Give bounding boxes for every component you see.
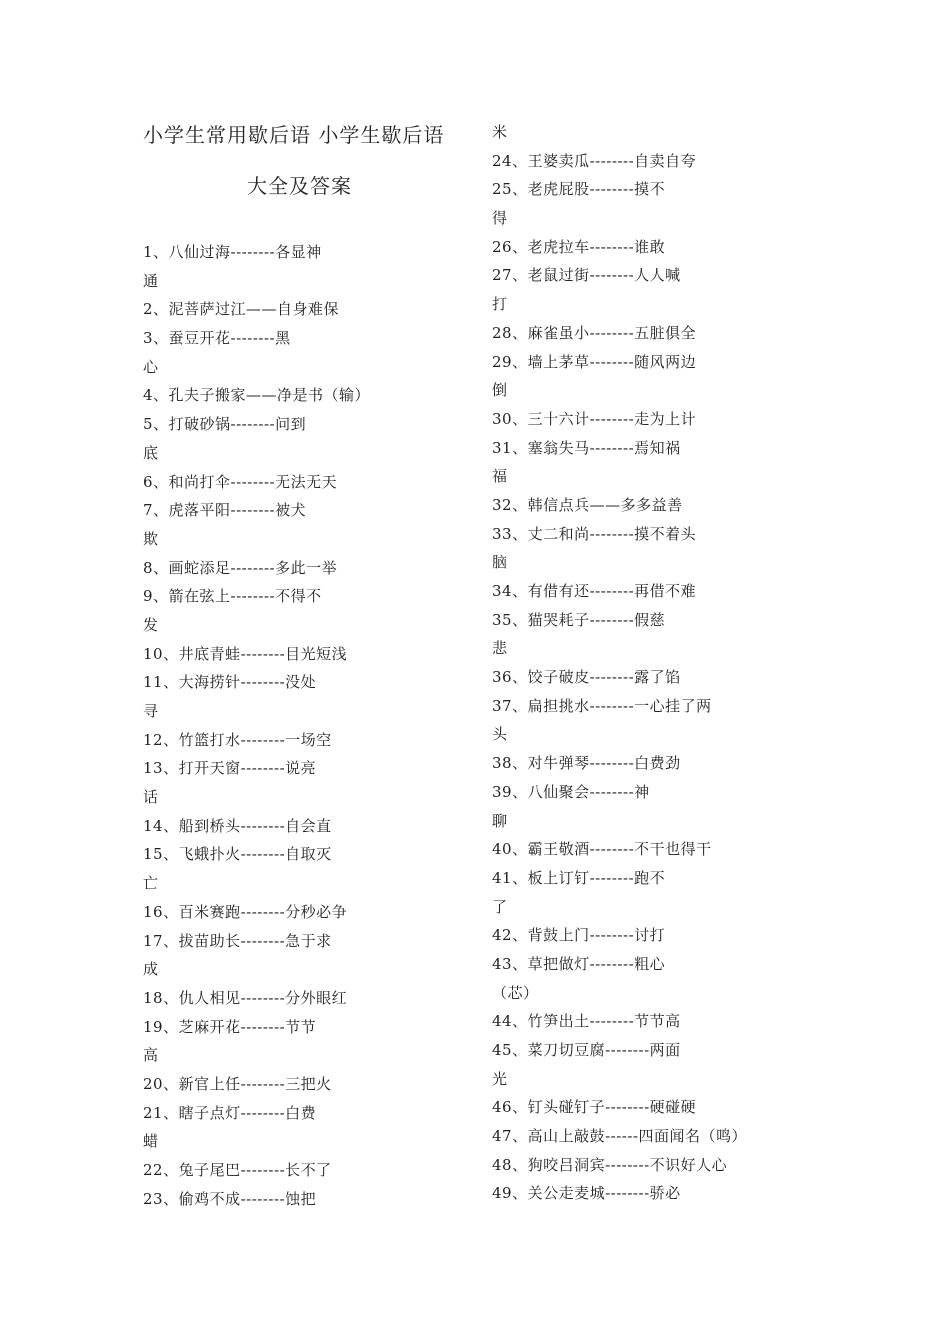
list-line: 5、打破砂锅--------问到 [143, 415, 307, 434]
list-line: 29、墙上茅草--------随风两边 [492, 352, 697, 371]
list-line: 心 [143, 357, 159, 376]
list-line: 22、兔子尾巴--------长不了 [143, 1161, 332, 1179]
list-line: 了 [492, 897, 508, 916]
left-list [143, 238, 473, 1213]
list-line: 聊 [492, 811, 508, 830]
list-line: 31、塞翁失马--------焉知祸 [492, 438, 681, 457]
list-line: 46、钉头碰钉子--------硬碰硬 [492, 1098, 697, 1117]
list-line: 倒 [492, 381, 508, 400]
list-line: 19、芝麻开花--------节节 [143, 1017, 317, 1036]
list-line: 17、拔苗助长--------急于求 [143, 931, 332, 950]
list-line: 通 [143, 271, 159, 290]
list-line: 11、大海捞针--------没处 [143, 673, 317, 692]
list-line: 13、打开天窗--------说亮 [143, 759, 317, 778]
list-line: 48、狗咬吕洞宾--------不识好人心 [492, 1155, 728, 1174]
list-line: 欺 [143, 529, 159, 548]
list-line: 42、背鼓上门--------讨打 [492, 926, 666, 945]
list-line: 2、泥菩萨过江——自身难保 [143, 300, 340, 319]
list-line: 24、王婆卖瓜--------自卖自夸 [492, 151, 697, 170]
list-line: 8、画蛇添足--------多此一举 [143, 558, 338, 577]
list-line: 34、有借有还--------再借不难 [492, 582, 697, 600]
list-line: 45、菜刀切豆腐--------两面 [492, 1041, 681, 1059]
list-line: 得 [492, 209, 508, 228]
right-list [492, 118, 822, 1208]
list-line: 43、草把做灯--------粗心 [492, 954, 666, 973]
list-line: 米 [492, 123, 508, 141]
list-line: 41、板上订钉--------跑不 [492, 868, 666, 887]
title-line-1: 小学生常用歇后语 小学生歇后语 [143, 123, 445, 147]
list-line: 1、八仙过海--------各显神 [143, 243, 322, 261]
list-line: 21、瞎子点灯--------白费 [143, 1103, 317, 1122]
list-line: 39、八仙聚会--------神 [492, 782, 650, 801]
list-line: 光 [492, 1069, 508, 1088]
right-column [492, 118, 822, 1208]
list-line: 23、偷鸡不成--------蚀把 [143, 1189, 317, 1208]
list-line: 38、对牛弹琴--------白费劲 [492, 754, 681, 773]
list-line: 头 [492, 725, 508, 744]
list-line: 打 [492, 295, 508, 314]
list-line: 27、老鼠过街--------人人喊 [492, 266, 681, 285]
list-line: 底 [143, 443, 159, 462]
list-line: 成 [143, 960, 159, 979]
list-line: 33、丈二和尚--------摸不着头 [492, 524, 697, 543]
list-line: 蜡 [143, 1132, 159, 1151]
list-line: 37、扁担挑水--------一心挂了两 [492, 696, 712, 715]
list-line: 12、竹篮打水--------一场空 [143, 730, 332, 749]
list-line: 4、孔夫子搬家——净是书（输） [143, 386, 371, 405]
list-line: 30、三十六计--------走为上计 [492, 409, 697, 428]
list-line: 发 [143, 615, 159, 634]
list-line: 47、高山上敲鼓------四面闻名（鸣） [492, 1127, 747, 1146]
list-line: 49、关公走麦城--------骄必 [492, 1184, 681, 1203]
left-column [143, 118, 473, 1213]
list-line: 32、韩信点兵——多多益善 [492, 495, 683, 514]
list-line: 高 [143, 1046, 159, 1065]
title-line-2: 大全及答案 [247, 174, 352, 198]
list-line: 36、饺子破皮--------露了馅 [492, 668, 681, 687]
list-line: 44、竹笋出土--------节节高 [492, 1012, 681, 1031]
list-line: 话 [143, 788, 159, 807]
list-line: 6、和尚打伞--------无法无天 [143, 472, 338, 491]
list-line: 14、船到桥头--------自会直 [143, 816, 332, 835]
list-line: 16、百米赛跑--------分秒必争 [143, 902, 348, 921]
list-line: 35、猫哭耗子--------假慈 [492, 610, 666, 629]
list-line: 20、新官上任--------三把火 [143, 1074, 332, 1093]
list-line: 40、霸王敬酒--------不干也得干 [492, 840, 712, 859]
list-line: 3、蚕豆开花--------黑 [143, 329, 291, 348]
list-line: 9、箭在弦上--------不得不 [143, 587, 322, 606]
list-line: 福 [492, 467, 508, 486]
list-line: 寻 [143, 702, 159, 720]
list-line: 26、老虎拉车--------谁敢 [492, 237, 666, 256]
list-line: 7、虎落平阳--------被犬 [143, 501, 307, 520]
list-line: 悲 [492, 639, 508, 658]
list-line: 28、麻雀虽小--------五脏俱全 [492, 323, 697, 342]
list-line: （芯） [492, 983, 539, 1002]
list-line: 亡 [143, 874, 159, 893]
list-line: 18、仇人相见--------分外眼红 [143, 988, 348, 1007]
list-line: 脑 [492, 553, 508, 572]
list-line: 10、井底青蛙--------目光短浅 [143, 644, 348, 663]
list-line: 25、老虎屁股--------摸不 [492, 180, 666, 199]
list-line: 15、飞蛾扑火--------自取灭 [143, 845, 332, 864]
